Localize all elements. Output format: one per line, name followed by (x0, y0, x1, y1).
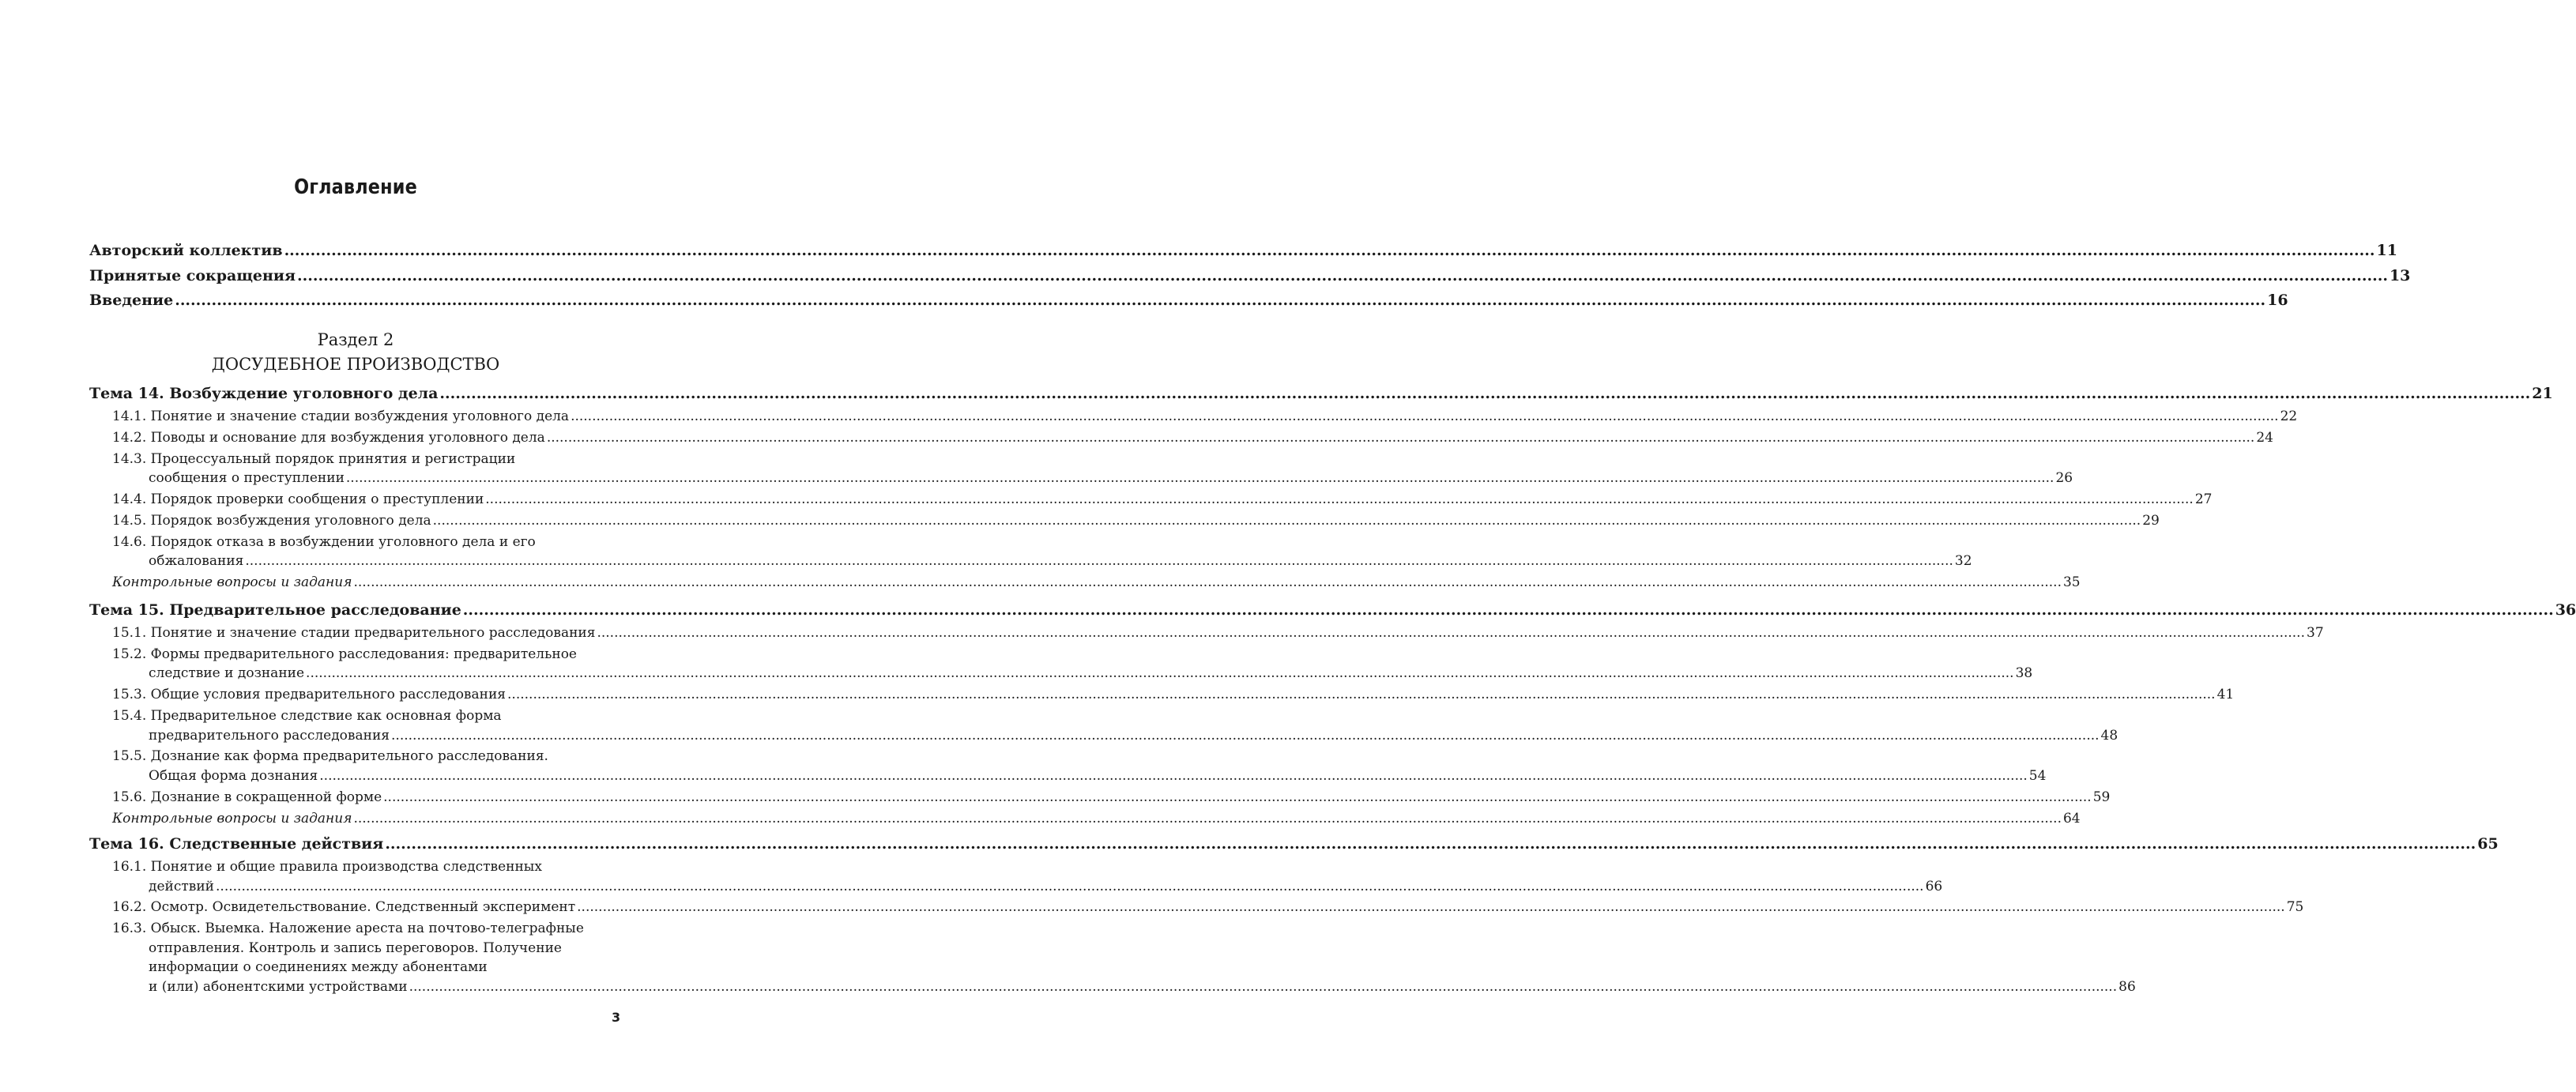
toc-entry-text: 15.5. Дознание как форма предварительного расследования. (112, 748, 548, 765)
dot-leader: ................................................................................................................................................................................................................................................................................................................................................................................................................ (391, 727, 2100, 744)
page-title: Оглавление (294, 175, 417, 199)
toc-entry-text: Введение (89, 292, 174, 309)
toc-entry-text: и (или) абонентскими устройствами (149, 979, 408, 995)
toc-line (89, 835, 2499, 853)
toc-line (149, 979, 2136, 995)
toc-entry-text: 14.3. Процессуальный порядок принятия и регистрации (112, 450, 516, 467)
toc-entry-page: 37 (2307, 625, 2324, 641)
toc-line (112, 810, 2081, 827)
toc-entry-text: сообщения о преступлении (149, 470, 345, 487)
toc-line (149, 665, 2033, 682)
toc-entry-page: 35 (2062, 574, 2081, 590)
toc-entry-text: 16.3. Обыск. Выемка. Наложение ареста на почтово-телеграфные (112, 921, 584, 937)
dot-leader: ................................................................................................................................................................................................................................................................................................................................................................................................................ (485, 491, 2194, 507)
toc-entry-page: 26 (2055, 470, 2073, 487)
dot-leader: ................................................................................................................................................................................................................................................................................................................................................................................................................ (597, 625, 2305, 641)
dot-leader: ................................................................................................................................................................................................................................................................................................................................................................................................................ (216, 878, 1924, 894)
toc-line (112, 409, 2298, 424)
toc-line (149, 470, 2073, 487)
toc-entry-page: 27 (2194, 491, 2213, 507)
toc-entry-text: Тема 15. Предварительное расследование (89, 601, 461, 619)
toc-entry-page: 13 (2389, 267, 2411, 284)
toc-line (112, 687, 2235, 703)
toc-entry-text: Авторский коллектив (89, 242, 283, 259)
toc-entry-page: 75 (2286, 899, 2304, 916)
toc-entry-page: 48 (2100, 727, 2118, 744)
dot-leader: ................................................................................................................................................................................................................................................................................................................................................................................................................ (353, 574, 2062, 590)
dot-leader: ................................................................................................................................................................................................................................................................................................................................................................................................................ (175, 292, 2266, 309)
dot-leader: ................................................................................................................................................................................................................................................................................................................................................................................................................ (507, 687, 2216, 703)
section-label: Раздел 2 (317, 330, 394, 349)
toc-entry-text: Контрольные вопросы и задания (112, 574, 352, 590)
toc-entry-text: Тема 14. Возбуждение уголовного дела (89, 385, 439, 402)
toc-line (89, 385, 2553, 402)
toc-entry-text: 15.1. Понятие и значение стадии предварительного расследования (112, 625, 596, 641)
toc-entry-text: предварительного расследования (149, 727, 390, 744)
toc-line (89, 601, 2576, 619)
dot-leader: ................................................................................................................................................................................................................................................................................................................................................................................................................ (306, 665, 2014, 682)
toc-entry-text: отправления. Контроль и запись переговоров. Получение (149, 939, 562, 956)
dot-leader: ................................................................................................................................................................................................................................................................................................................................................................................................................ (409, 979, 2118, 995)
toc-entry-text: обжалования (149, 553, 244, 570)
dot-leader: ................................................................................................................................................................................................................................................................................................................................................................................................................ (245, 553, 1953, 570)
dot-leader: ................................................................................................................................................................................................................................................................................................................................................................................................................ (439, 385, 2531, 402)
toc-entry-text: 15.2. Формы предварительного расследования: предварительное (112, 646, 577, 662)
toc-line (89, 242, 2397, 259)
dot-leader: ................................................................................................................................................................................................................................................................................................................................................................................................................ (385, 835, 2476, 853)
toc-entry-text: 16.1. Понятие и общие правила производства следственных (112, 859, 542, 875)
dot-leader: ................................................................................................................................................................................................................................................................................................................................................................................................................ (383, 789, 2092, 805)
toc-line (112, 491, 2213, 507)
toc-entry-page: 16 (2267, 292, 2288, 309)
dot-leader: ................................................................................................................................................................................................................................................................................................................................................................................................................ (284, 242, 2375, 259)
dot-leader: ................................................................................................................................................................................................................................................................................................................................................................................................................ (462, 601, 2554, 619)
toc-entry-text: 14.6. Порядок отказа в возбуждении уголовного дела и его (112, 533, 536, 550)
dot-leader: ................................................................................................................................................................................................................................................................................................................................................................................................................ (546, 429, 2255, 446)
dot-leader: ................................................................................................................................................................................................................................................................................................................................................................................................................ (432, 512, 2141, 529)
toc-entry-text: 15.4. Предварительное следствие как основная форма (112, 708, 502, 724)
toc-line (112, 899, 2304, 916)
toc-entry-text: действий (149, 878, 215, 894)
toc-entry-text: 14.1. Понятие и значение стадии возбуждения уголовного дела (112, 409, 570, 424)
toc-entry-page: 86 (2118, 979, 2136, 995)
toc-entry-text: 14.2. Поводы и основание для возбуждения уголовного дела (112, 429, 545, 446)
toc-entry-page: 65 (2477, 835, 2499, 853)
toc-entry-page: 38 (2015, 665, 2033, 682)
toc-entry-page: 54 (2028, 768, 2047, 784)
dot-leader: ................................................................................................................................................................................................................................................................................................................................................................................................................ (577, 899, 2285, 916)
toc-line (149, 727, 2118, 744)
toc-entry-text: 14.5. Порядок возбуждения уголовного дела (112, 512, 431, 529)
toc-line (112, 512, 2160, 529)
toc-entry-page: 11 (2376, 242, 2397, 259)
page-number: 3 (612, 1010, 621, 1025)
section-title: ДОСУДЕБНОЕ ПРОИЗВОДСТВО (211, 355, 500, 374)
toc-entry-page: 64 (2062, 810, 2081, 827)
toc-entry-text: следствие и дознание (149, 665, 305, 682)
toc-entry-page: 22 (2280, 409, 2298, 424)
dot-leader: ................................................................................................................................................................................................................................................................................................................................................................................................................ (353, 810, 2062, 827)
toc-entry-text: информации о соединениях между абонентами (149, 959, 488, 976)
toc-entry-page: 41 (2216, 687, 2235, 703)
toc-entry-text: 15.6. Дознание в сокращенной форме (112, 789, 382, 805)
toc-entry-text: Контрольные вопросы и задания (112, 810, 352, 827)
toc-entry-page: 36 (2555, 601, 2576, 619)
toc-entry-text: Тема 16. Следственные действия (89, 835, 384, 853)
toc-line (112, 429, 2273, 446)
toc-entry-text: 15.3. Общие условия предварительного расследования (112, 687, 507, 703)
toc-entry-text: Общая форма дознания (149, 768, 318, 784)
toc-line (149, 768, 2047, 784)
toc-line (112, 574, 2081, 590)
toc-entry-text: Принятые сокращения (89, 267, 296, 284)
dot-leader: ................................................................................................................................................................................................................................................................................................................................................................................................................ (319, 768, 2028, 784)
toc-entry-page: 59 (2092, 789, 2111, 805)
toc-entry-page: 24 (2256, 429, 2273, 446)
toc-line (89, 267, 2411, 284)
toc-entry-text: 14.4. Порядок проверки сообщения о преступлении (112, 491, 484, 507)
toc-entry-text: 16.2. Осмотр. Освидетельствование. Следственный эксперимент (112, 899, 576, 916)
toc-entry-page: 21 (2532, 385, 2553, 402)
dot-leader: ................................................................................................................................................................................................................................................................................................................................................................................................................ (571, 409, 2279, 424)
dot-leader: ................................................................................................................................................................................................................................................................................................................................................................................................................ (297, 267, 2388, 284)
toc-entry-page: 29 (2142, 512, 2160, 529)
dot-leader: ................................................................................................................................................................................................................................................................................................................................................................................................................ (345, 470, 2054, 487)
toc-entry-page: 32 (1954, 553, 1972, 570)
toc-entry-page: 66 (1925, 878, 1943, 894)
toc-line (149, 878, 1943, 894)
toc-line (149, 553, 1972, 570)
toc-line (112, 625, 2324, 641)
toc-line (89, 292, 2288, 309)
toc-line (112, 789, 2111, 805)
